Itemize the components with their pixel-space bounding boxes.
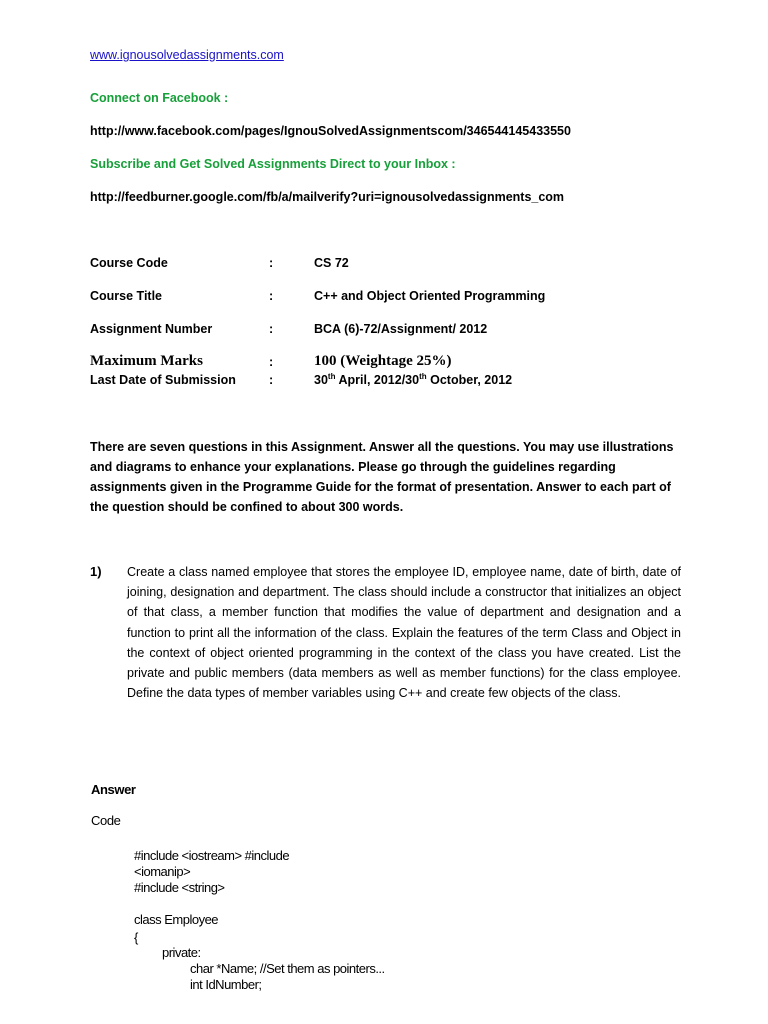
assignment-number-value: BCA (6)-72/Assignment/ 2012 (314, 322, 488, 336)
colon: : (269, 322, 274, 336)
colon: : (269, 373, 274, 387)
colon: : (269, 355, 274, 369)
question-number: 1) (90, 564, 102, 579)
colon: : (269, 289, 274, 303)
submission-date-label: Last Date of Submission (90, 373, 236, 387)
maximum-marks-label: Maximum Marks (90, 353, 203, 369)
code-line: #include <iostream> #include (134, 848, 290, 863)
facebook-url: http://www.facebook.com/pages/IgnouSolvedAssignmentscom/346544145433550 (90, 124, 571, 138)
course-code-value: CS 72 (314, 256, 349, 270)
maximum-marks-value: 100 (Weightage 25%) (314, 353, 452, 369)
instructions-paragraph: There are seven questions in this Assignment. Answer all the questions. You may use illustrations and diagrams to enhance your explanations. Please go through the guidelines regarding assignments given in the Programme Guide for the format of presentation. Answer to each part of the question should be confined to about 300 words. (90, 440, 674, 514)
colon: : (269, 256, 274, 270)
code-line: <iomanip> (134, 864, 191, 879)
site-link[interactable]: www.ignousolvedassignments.com (90, 48, 284, 62)
code-label: Code (91, 813, 121, 828)
code-line: private: (162, 945, 201, 960)
feed-url: http://feedburner.google.com/fb/a/mailverify?uri=ignousolvedassignments_com (90, 190, 565, 204)
code-line: #include <string> (134, 880, 225, 895)
course-title-value: C++ and Object Oriented Programming (314, 289, 546, 303)
subscribe-label: Subscribe and Get Solved Assignments Direct to your Inbox : (90, 157, 456, 171)
course-code-label: Course Code (90, 256, 168, 270)
code-line: char *Name; //Set them as pointers... (190, 961, 385, 976)
code-line: { (134, 930, 138, 945)
submission-date-value: 30th April, 2012/30th October, 2012 (314, 371, 513, 387)
answer-heading: Answer (91, 782, 136, 797)
code-line: class Employee (134, 912, 219, 927)
facebook-label: Connect on Facebook : (90, 91, 229, 105)
assignment-number-label: Assignment Number (90, 322, 213, 336)
code-line: int IdNumber; (190, 977, 262, 992)
question-text: Create a class named employee that stores the employee ID, employee name, date of birth, date of joining, designation and department. The class should include a constructor that initializes an object of that class, a member function that modifies the value of department and designation and a function to print all the information of the class. Explain the features of the term Class and Object in the context of object oriented programming in the context of the class you have created. List the private and public members (data members as well as member functions) for the class employee. Define the data types of member variables using C++ and create few objects of the class. (127, 565, 681, 701)
course-title-label: Course Title (90, 289, 163, 303)
